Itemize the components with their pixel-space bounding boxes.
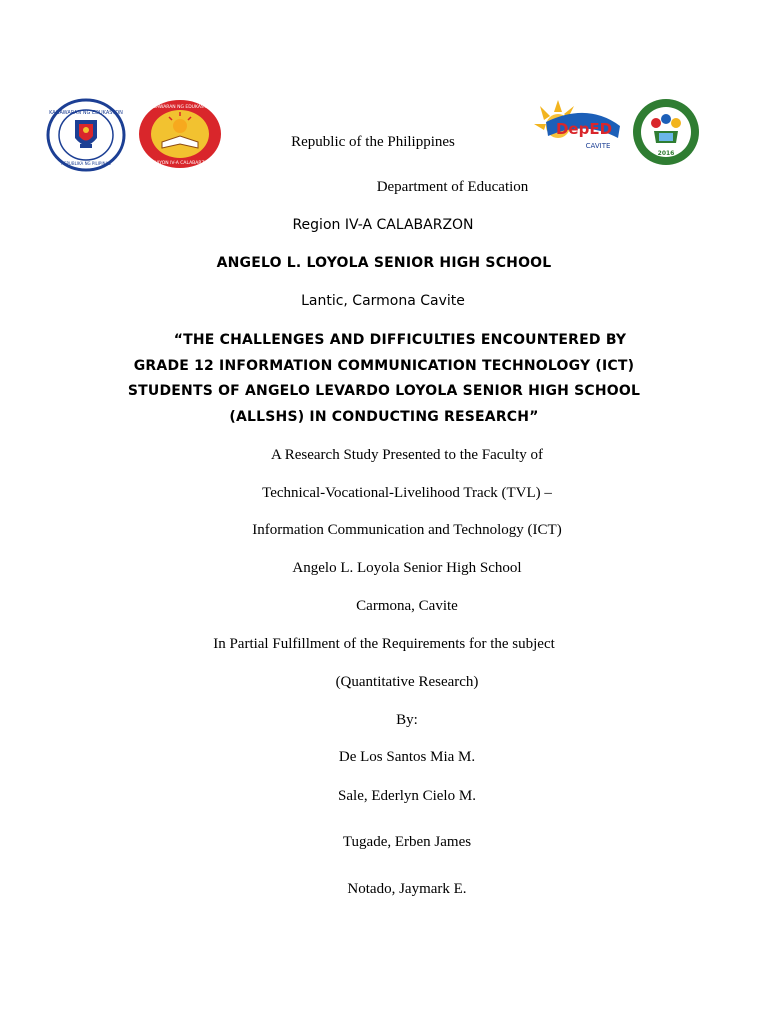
strand-text: Information Communication and Technology (ICT) xyxy=(252,522,562,538)
deped-cavite-sub-text: CAVITE xyxy=(585,142,611,150)
author-name: Sale, Ederlyn Cielo M. xyxy=(338,788,476,804)
school-seal-logo xyxy=(630,97,702,167)
presented-to-text: A Research Study Presented to the Faculty of xyxy=(270,447,544,463)
school-address: Lantic, Carmona Cavite xyxy=(301,293,465,309)
author-name: Notado, Jaymark E. xyxy=(347,881,467,897)
school-name-text: Angelo L. Loyola Senior High School xyxy=(292,560,522,576)
subject-text: (Quantitative Research) xyxy=(335,674,479,690)
deped-seal-text-bottom: REPUBLIKA NG PILIPINAS xyxy=(61,161,111,166)
track-text: Technical-Vocational-Livelihood Track (TVL) – xyxy=(262,485,552,501)
research-title-line-1: “THE CHALLENGES AND DIFFICULTIES ENCOUNTERED BY xyxy=(173,332,627,348)
author-name: De Los Santos Mia M. xyxy=(338,749,476,765)
by-label: By: xyxy=(396,712,418,728)
country-heading: Republic of the Philippines xyxy=(291,134,455,150)
research-title-line-2: GRADE 12 INFORMATION COMMUNICATION TECHNOLOGY (ICT) xyxy=(133,358,635,374)
deped-cavite-main-text: DepED xyxy=(555,120,613,138)
region-seal-text: KAGAWARAN NG EDUKASYON xyxy=(146,105,214,110)
deped-seal-text-top: KAGAWARAN NG EDUKASYON xyxy=(49,110,123,116)
author-name: Tugade, Erben James xyxy=(342,834,472,850)
city-text: Carmona, Cavite xyxy=(356,598,458,614)
fulfillment-text: In Partial Fulfillment of the Requirements for the subject xyxy=(213,636,555,652)
research-title-line-3: STUDENTS OF ANGELO LEVARDO LOYOLA SENIOR HIGH SCHOOL xyxy=(127,383,641,399)
region-heading: Region IV-A CALABARZON xyxy=(292,217,474,233)
department-heading: Department of Education xyxy=(376,179,529,195)
research-title-line-4: (ALLSHS) IN CONDUCTING RESEARCH” xyxy=(229,409,539,425)
school-heading: ANGELO L. LOYOLA SENIOR HIGH SCHOOL xyxy=(216,255,552,271)
region-seal-text-bottom: REHIYON IV-A CALABARZON xyxy=(148,161,212,166)
school-seal-year: 2016 xyxy=(657,150,675,157)
